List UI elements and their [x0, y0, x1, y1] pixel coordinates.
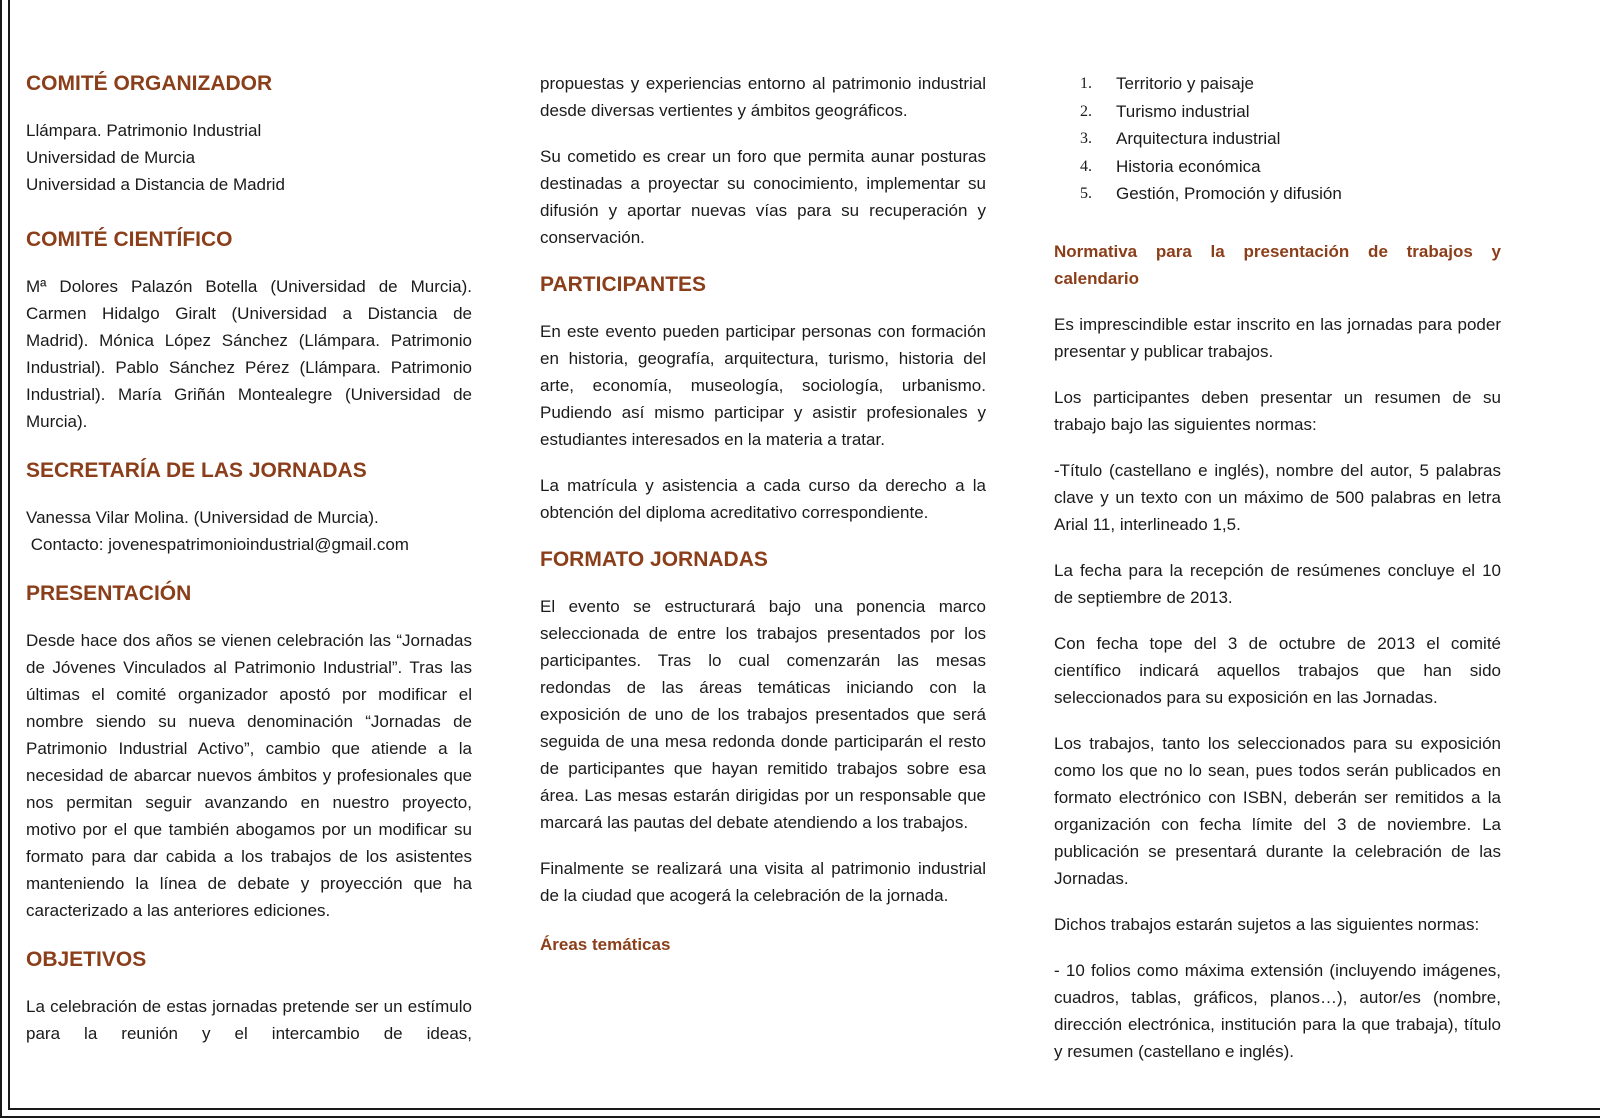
objectives-continued: propuestas y experiencias entorno al patrimonio industrial desde diversas vertientes y ámbitos geográficos. — [540, 74, 986, 120]
rules-paragraph: -Título (castellano e inglés), nombre del autor, 5 palabras clave y un texto con un máximo de 500 palabras en letra Arial 11, interlineado 1,5. — [1054, 460, 1501, 534]
list-label: Gestión, Promoción y difusión — [1116, 184, 1342, 203]
heading-secretariat: SECRETARÍA DE LAS JORNADAS — [26, 459, 367, 482]
list-item — [1054, 70, 1501, 98]
list-item — [1054, 180, 1501, 208]
rules-paragraph: Los participantes deben presentar un resumen de su trabajo bajo las siguientes normas: — [1054, 387, 1501, 434]
heading-rules-calendar: Normativa para la presentación de trabajos y calendario — [1054, 241, 1501, 288]
rules-paragraph: Dichos trabajos estarán sujetos a las siguientes normas: — [1054, 914, 1480, 934]
column-left — [26, 70, 472, 1047]
rules-paragraph: Los trabajos, tanto los seleccionados para su exposición como los que no lo sean, pues todos serán publicados en formato electrónico con ISBN, deberán ser remitidos a la organización con fecha límite del 3 de noviembre. La publicación se presentará durante la celebración de las Jornadas. — [1054, 733, 1501, 888]
secretariat-name: Vanessa Vilar Molina. (Universidad de Murcia). — [26, 508, 379, 527]
border-rule — [8, 0, 10, 1110]
list-number: 3. — [1080, 130, 1092, 147]
objectives-paragraph-2: Su cometido es crear un foro que permita aunar posturas destinadas a proyectar su conocimiento, implementar su difusión y aportar nuevas vías para su recuperación y conservación. — [540, 147, 986, 247]
rules-paragraph: La fecha para la recepción de resúmenes concluye el 10 de septiembre de 2013. — [1054, 560, 1501, 607]
participants-text-1: En este evento pueden participar personas con formación en historia, geografía, arquitectura, turismo, historia del arte, economía, museología, sociología, urbanismo. Pudiendo así mismo participar y asistir profesionales y estudiantes interesados en la materia a tratar. — [540, 322, 986, 449]
heading-organizing-committee: COMITÉ ORGANIZADOR — [26, 72, 273, 95]
list-number: 1. — [1080, 75, 1092, 92]
scientific-committee-text: Mª Dolores Palazón Botella (Universidad de Murcia). Carmen Hidalgo Giralt (Universidad a Distancia de Madrid). Mónica López Sánchez (Llámpara. Patrimonio Industrial). Pablo Sánchez Pérez (Llámpara. Patrimonio Industrial). María Griñán Montealegre (Universidad de Murcia). — [26, 277, 472, 431]
organizer-line: Llámpara. Patrimonio Industrial — [26, 121, 262, 140]
heading-objectives: OBJETIVOS — [26, 948, 147, 971]
list-item — [1054, 153, 1501, 181]
list-number: 4. — [1080, 157, 1092, 175]
presentation-text: Desde hace dos años se vienen celebración las “Jornadas de Jóvenes Vinculados al Patrimonio Industrial”. Tras las últimas el comité organizador apostó por modificar el nombre siendo su nueva denominación “Jornadas de Patrimonio Industrial Activo”, cambio que atiende a la necesidad de abarcar nuevos ámbitos y profesionales que nos permitan seguir avanzando en nuestro proyecto, motivo por el que también abogamos por un modificar su formato para dar cabida a los trabajos de los asistentes manteniendo la línea de debate y proyección que ha caracterizado a las anteriores ediciones. — [26, 631, 472, 920]
list-label: Historia económica — [1116, 156, 1261, 176]
heading-scientific-committee: COMITÉ CIENTÍFICO — [26, 228, 233, 251]
list-label: Arquitectura industrial — [1116, 129, 1281, 148]
thematic-areas-list — [1054, 70, 1501, 208]
rules-paragraph: Es imprescindible estar inscrito en las jornadas para poder presentar y publicar trabajos. — [1054, 314, 1501, 361]
secretariat-contact: Contacto: jovenespatrimonioindustrial@gmail.com — [26, 535, 409, 554]
heading-thematic-areas: Áreas temáticas — [540, 935, 671, 954]
column-right — [1054, 70, 1501, 1065]
format-text-2: Finalmente se realizará una visita al patrimonio industrial de la ciudad que acogerá la celebración de la jornada. — [540, 859, 986, 905]
list-label: Turismo industrial — [1116, 101, 1250, 121]
heading-format: FORMATO JORNADAS — [540, 548, 768, 571]
participants-text-2: La matrícula y asistencia a cada curso da derecho a la obtención del diploma acreditativo correspondiente. — [540, 476, 986, 522]
list-number: 2. — [1080, 102, 1092, 120]
heading-participants: PARTICIPANTES — [540, 273, 707, 296]
column-middle — [540, 70, 986, 958]
objectives-text: La celebración de estas jornadas pretende ser un estímulo para la reunión y el intercambio de ideas, — [26, 997, 472, 1043]
list-label: Territorio y paisaje — [1116, 74, 1254, 93]
organizer-line: Universidad de Murcia — [26, 148, 196, 167]
organizer-line: Universidad a Distancia de Madrid — [26, 175, 285, 194]
organizer-list — [26, 117, 472, 198]
list-number: 5. — [1080, 185, 1092, 202]
list-item — [1054, 125, 1501, 153]
heading-presentation: PRESENTACIÓN — [26, 582, 192, 605]
rules-paragraph: Con fecha tope del 3 de octubre de 2013 el comité científico indicará aquellos trabajos que han sido seleccionados para su exposición en las Jornadas. — [1054, 633, 1501, 707]
rules-paragraph: - 10 folios como máxima extensión (incluyendo imágenes, cuadros, tablas, gráficos, planos…), autor/es (nombre, dirección electrónica, institución para la que trabaja), título y resumen (castellano e inglés). — [1054, 960, 1501, 1061]
format-text-1: El evento se estructurará bajo una ponencia marco seleccionada de entre los trabajos presentados por los participantes. Tras lo cual comenzarán las mesas redondas de las áreas temáticas iniciando con la exposición de uno de los trabajos presentados que será seguida de una mesa redonda donde participarán el resto de participantes que hayan remitido trabajos sobre esa área. Las mesas estarán dirigidas por un responsable que marcará las pautas del debate atendiendo a los trabajos. — [540, 597, 986, 832]
list-item — [1054, 98, 1501, 126]
